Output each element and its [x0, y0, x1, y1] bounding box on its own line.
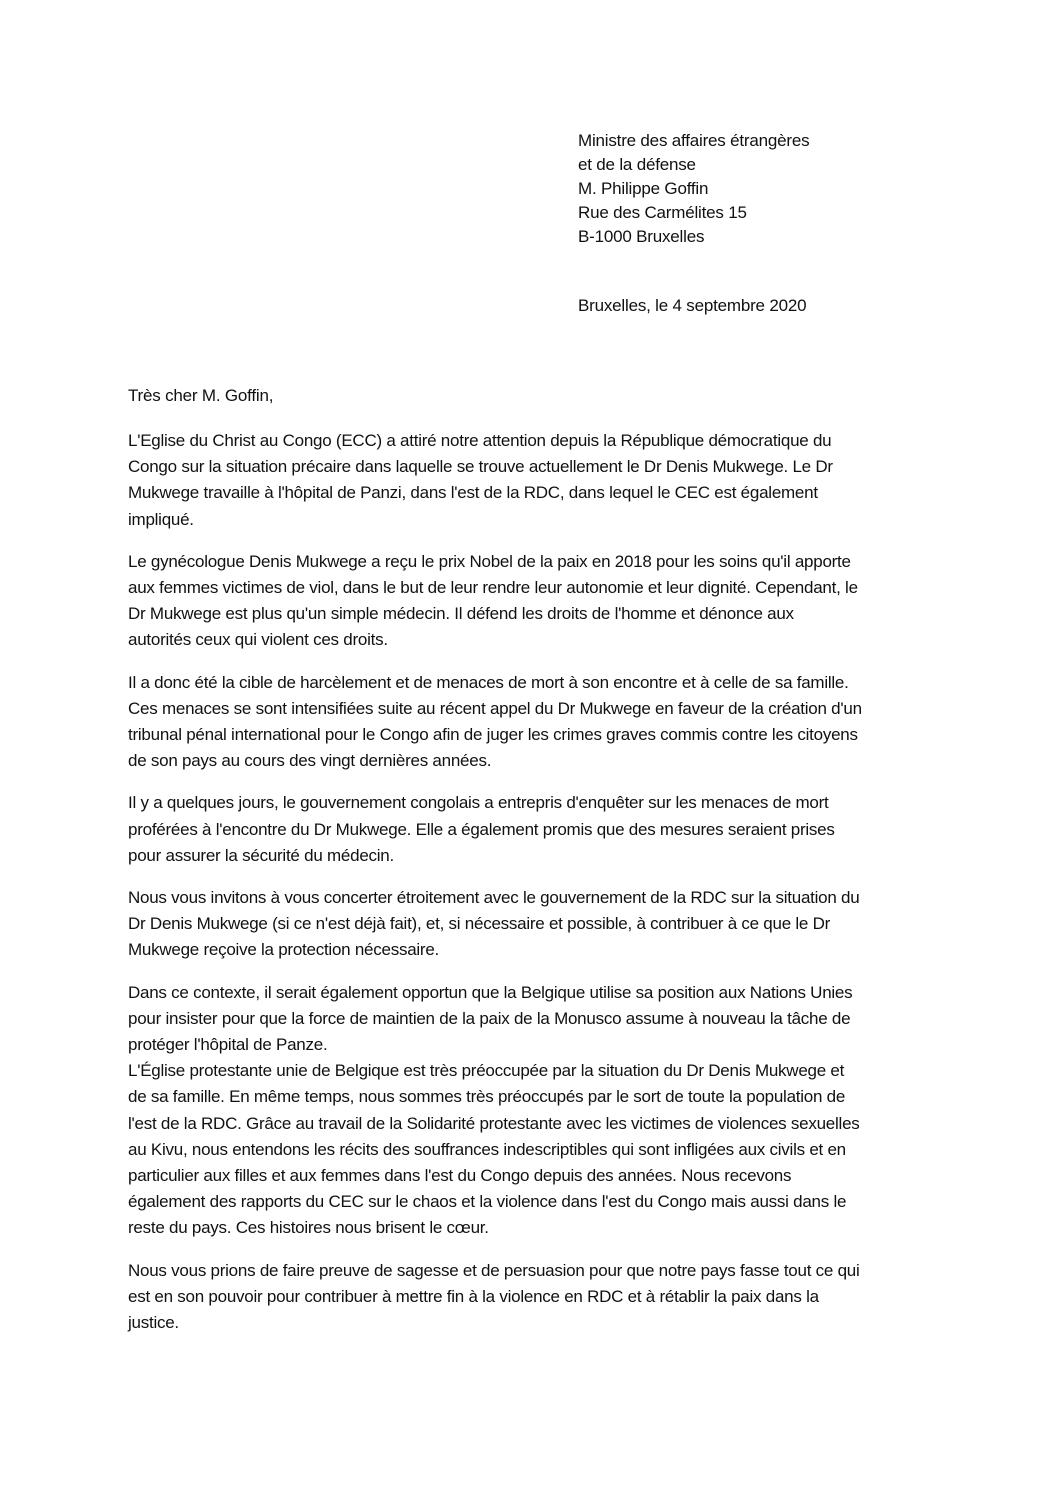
paragraph: [128, 1258, 928, 1337]
paragraph-line: Nous vous prions de faire preuve de sagesse et de persuasion pour que notre pays fasse tout ce qui: [128, 1260, 860, 1280]
paragraph-line: Ces menaces se sont intensifiées suite au récent appel du Dr Mukwege en faveur de la création d'un: [128, 698, 862, 718]
paragraph-line: Il y a quelques jours, le gouvernement congolais a entrepris d'enquêter sur les menaces de mort: [128, 793, 829, 813]
recipient-line: Rue des Carmélites 15: [578, 203, 747, 222]
paragraph: [128, 885, 928, 964]
paragraph-line: tribunal pénal international pour le Congo afin de juger les crimes graves commis contre les citoyens: [128, 725, 858, 745]
recipient-line: et de la défense: [578, 155, 696, 174]
paragraph-line: au Kivu, nous entendons les récits des souffrances indescriptibles qui sont infligées aux civils et en: [128, 1139, 846, 1159]
paragraph: [128, 670, 928, 775]
paragraph: [128, 790, 928, 869]
paragraph-line: protéger l'hôpital de Panze.: [128, 1035, 328, 1055]
paragraph-line: autorités ceux qui violent ces droits.: [128, 630, 388, 650]
paragraph-line: L'Eglise du Christ au Congo (ECC) a attiré notre attention depuis la République démocratique du: [128, 431, 832, 450]
paragraph-line: L'Église protestante unie de Belgique est très préoccupée par la situation du Dr Denis Mukwege et: [128, 1061, 845, 1081]
paragraph-line: Dr Mukwege est plus qu'un simple médecin. Il défend les droits de l'homme et dénonce aux: [128, 604, 794, 624]
paragraph-line: également des rapports du CEC sur le chaos et la violence dans l'est du Congo mais aussi dans le: [128, 1192, 847, 1212]
letter-body: [128, 428, 928, 1352]
paragraph-line: de sa famille. En même temps, nous sommes très préoccupés par le sort de toute la population de: [128, 1087, 846, 1107]
paragraph-line: l'est de la RDC. Grâce au travail de la Solidarité protestante avec les victimes de violences sexuelles: [128, 1113, 860, 1133]
paragraph-line: Le gynécologue Denis Mukwege a reçu le prix Nobel de la paix en 2018 pour les soins qu'il apporte: [128, 551, 851, 571]
salutation: Très cher M. Goffin,: [128, 386, 274, 405]
paragraph: [128, 980, 928, 1059]
paragraph-line: Nous vous invitons à vous concerter étroitement avec le gouvernement de la RDC sur la situation du: [128, 888, 860, 908]
paragraph-line: Congo sur la situation précaire dans laquelle se trouve actuellement le Dr Denis Mukwege. Le Dr: [128, 457, 833, 477]
paragraph-line: Dr Denis Mukwege (si ce n'est déjà fait), et, si nécessaire et possible, à contribuer à ce que le Dr: [128, 914, 831, 934]
paragraph: [128, 1058, 928, 1241]
paragraph-line: particulier aux filles et aux femmes dans l'est du Congo depuis des années. Nous recevons: [128, 1166, 792, 1186]
paragraph: [128, 549, 928, 654]
recipient-line: B-1000 Bruxelles: [578, 227, 705, 246]
paragraph-line: reste du pays. Ces histoires nous brisent le cœur.: [128, 1218, 489, 1238]
paragraph-line: Il a donc été la cible de harcèlement et de menaces de mort à son encontre et à celle de sa famille.: [128, 672, 849, 692]
letter-date: Bruxelles, le 4 septembre 2020: [578, 296, 807, 315]
paragraph-line: Mukwege travaille à l'hôpital de Panzi, dans l'est de la RDC, dans lequel le CEC est également: [128, 483, 818, 503]
recipient-address: [578, 129, 809, 249]
paragraph-line: justice.: [128, 1313, 179, 1333]
paragraph-line: aux femmes victimes de viol, dans le but de leur rendre leur autonomie et leur dignité. Cependant, le: [128, 578, 858, 598]
recipient-line: M. Philippe Goffin: [578, 179, 709, 198]
paragraph-line: proférées à l'encontre du Dr Mukwege. Elle a également promis que des mesures seraient prises: [128, 819, 835, 839]
paragraph: [128, 428, 928, 533]
paragraph-line: est en son pouvoir pour contribuer à mettre fin à la violence en RDC et à rétablir la paix dans la: [128, 1286, 819, 1306]
recipient-line: Ministre des affaires étrangères: [578, 131, 810, 150]
paragraph-line: Dans ce contexte, il serait également opportun que la Belgique utilise sa position aux Nations Unies: [128, 982, 853, 1002]
paragraph-line: impliqué.: [128, 509, 194, 529]
paragraph-line: Mukwege reçoive la protection nécessaire.: [128, 940, 440, 960]
paragraph-line: pour insister pour que la force de maintien de la paix de la Monusco assume à nouveau la tâche de: [128, 1008, 851, 1028]
paragraph-line: pour assurer la sécurité du médecin.: [128, 845, 394, 865]
paragraph-line: de son pays au cours des vingt dernières années.: [128, 751, 492, 771]
